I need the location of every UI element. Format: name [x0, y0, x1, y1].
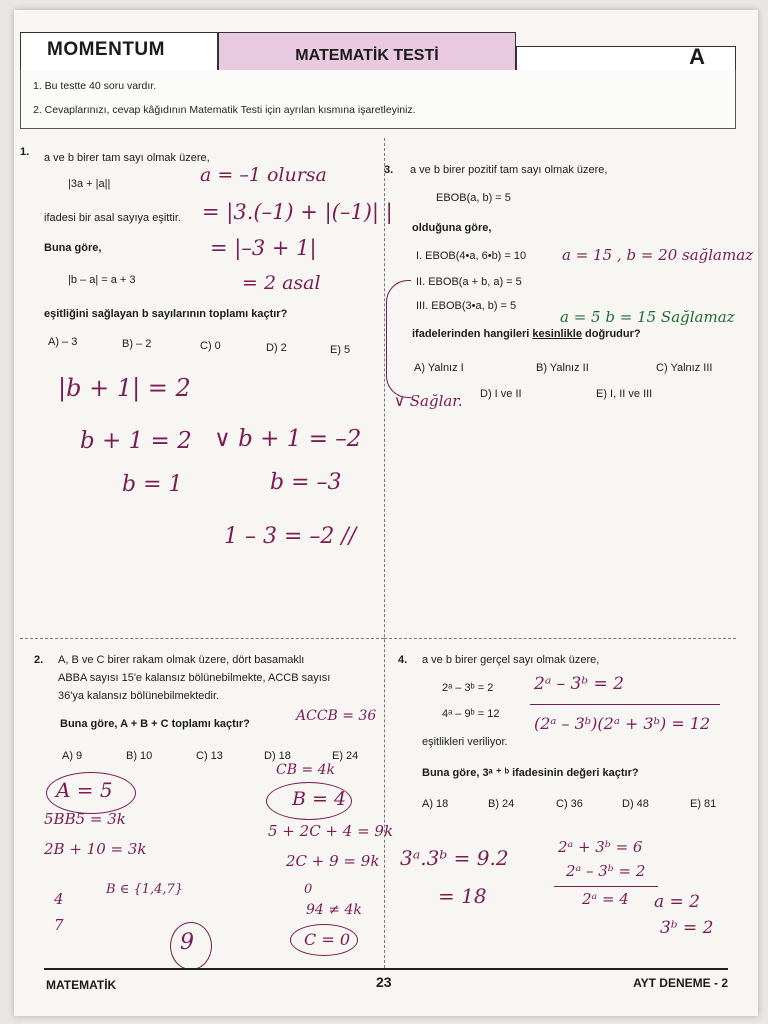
hw-q2-94: 94 ≠ 4k [306, 902, 362, 918]
hw-q4-diff-eq: 2ᵃ – 3ᵇ = 2 [566, 862, 646, 880]
hw-q2-answer: 9 [180, 930, 194, 955]
q3-option-b: B) Yalnız II [536, 362, 589, 374]
q1-prompt: Buna göre, [44, 242, 102, 254]
hw-q4-sum-eq: 2ᵃ + 3ᵇ = 6 [558, 838, 643, 856]
q3-question-post: doğrudur? [581, 328, 641, 340]
hw-q2-c0-circle [290, 924, 358, 956]
q4-option-d: D) 48 [622, 798, 649, 810]
q3-item-2: II. EBOB(a + b, a) = 5 [416, 276, 522, 288]
q3-number: 3. [384, 164, 394, 176]
q3-question-emphasis: kesinlikle [532, 328, 582, 340]
hw-q1-b2: b = –3 [270, 470, 342, 495]
q4-intro: a ve b birer gerçel sayı olmak üzere, [422, 654, 600, 666]
hw-q1-b1: b = 1 [122, 472, 183, 497]
hw-q1-step3: = 2 asal [242, 272, 321, 294]
q1-option-e: E) 5 [330, 344, 351, 356]
instruction-2: 2. Cevaplarınızı, cevap kâğıdının Matematik Testi için ayrılan kısmına işaretleyiniz. [33, 104, 416, 116]
q4-question-pre: Buna göre, 3ᵃ ⁺ ᵇ [422, 767, 513, 779]
hw-q1-abs-eq: |b + 1| = 2 [58, 374, 191, 402]
q2-option-a: A) 9 [62, 750, 83, 762]
q1-line2: ifadesi bir asal sayıya eşittir. [44, 212, 181, 224]
q1-number: 1. [20, 146, 30, 158]
hw-q4-result: = 18 [438, 884, 487, 908]
hw-q2-zero: 0 [304, 882, 313, 897]
hw-q1-case2: ∨ b + 1 = –2 [214, 426, 362, 452]
hw-q1-sum: 1 – 3 = –2 // [224, 524, 357, 549]
q4-option-e: E) 81 [690, 798, 717, 810]
q3-item-1: I. EBOB(4•a, 6•b) = 10 [416, 250, 527, 262]
q3-intro: a ve b birer pozitif tam sayı olmak üzere, [410, 164, 608, 176]
q3-given: EBOB(a, b) = 5 [436, 192, 511, 204]
q2-option-d: D) 18 [264, 750, 291, 762]
q4-option-a: A) 18 [422, 798, 449, 810]
hw-q4-factor: (2ᵃ – 3ᵇ)(2ᵃ + 3ᵇ) = 12 [534, 714, 711, 733]
q2-text-3: 36'ya kalansız bölünebilmektedir. [58, 690, 220, 702]
q3-option-a: A) Yalnız I [414, 362, 464, 374]
brand-box [20, 32, 218, 72]
hw-q4-add-line [554, 886, 658, 887]
q3-item-3: III. EBOB(3•a, b) = 5 [416, 300, 517, 312]
hw-q2-2c9: 2C + 9 = 9k [286, 852, 380, 870]
instruction-1: 1. Bu testte 40 soru vardır. [33, 80, 157, 92]
q2-option-c: C) 13 [196, 750, 223, 762]
row-divider-right [384, 638, 736, 639]
q1-intro: a ve b birer tam sayı olmak üzere, [44, 152, 210, 164]
q1-option-b: B) – 2 [122, 338, 152, 350]
q1-question: eşitliğini sağlayan b sayılarının toplamı kaçtır? [44, 308, 288, 320]
exam-page [14, 10, 758, 1016]
q3-question [412, 328, 641, 340]
q4-option-b: B) 24 [488, 798, 515, 810]
hw-q2-a5-circle [46, 772, 136, 814]
test-title: MATEMATİK TESTİ [295, 47, 439, 64]
hw-q2-b-set: B ∈ {1,4,7} [106, 882, 184, 897]
hw-q2-cb: CB = 4k [276, 762, 336, 778]
booklet-box [516, 46, 736, 72]
instructions-box [20, 70, 736, 129]
q2-question: Buna göre, A + B + C toplamı kaçtır? [60, 718, 250, 730]
row-divider-left [20, 638, 384, 639]
q4-eq-2: 4ᵃ – 9ᵇ = 12 [442, 708, 500, 720]
hw-q1-case1: b + 1 = 2 [80, 428, 192, 454]
hw-q4-underline [530, 704, 720, 705]
q4-number: 4. [398, 654, 408, 666]
hw-q2-b4-circle [266, 782, 352, 820]
q3-question-pre: ifadelerinden hangileri [412, 328, 533, 340]
hw-q3-bracket [386, 280, 411, 398]
q2-text-1: A, B ve C birer rakam olmak üzere, dört basamaklı [58, 654, 305, 666]
hw-q3-sagla: ∨ Sağlar. [394, 392, 463, 410]
q4-option-c: C) 36 [556, 798, 583, 810]
hw-q2-list-7: 7 [54, 916, 64, 934]
hw-q1-assume: a = –1 olursa [200, 164, 327, 186]
page-number: 23 [376, 974, 392, 990]
q4-question [422, 766, 639, 779]
q2-option-e: E) 24 [332, 750, 359, 762]
q3-option-e: E) I, II ve III [596, 388, 653, 400]
q1-option-a: A) – 3 [48, 336, 78, 348]
hw-q2-b4: B = 4 [292, 788, 347, 810]
footer-rule [44, 968, 728, 970]
q4-eq-1: 2ᵃ – 3ᵇ = 2 [442, 682, 494, 694]
hw-q4-product: 3ᵃ.3ᵇ = 9.2 [400, 846, 509, 870]
hw-q1-step1: = |3.(–1) + |(–1)| | [202, 200, 393, 224]
q1-option-c: C) 0 [200, 340, 221, 352]
q2-text-2: ABBA sayısı 15'e kalansız bölünebilmekte, ACCB sayısı [58, 672, 331, 684]
hw-q2-5bb5: 5BB5 = 3k [44, 810, 126, 828]
q1-expression: |3a + |a|| [68, 178, 111, 190]
hw-q2-list-4: 4 [54, 890, 64, 908]
q3-option-d: D) I ve II [480, 388, 522, 400]
hw-q4-3b: 3ᵇ = 2 [660, 918, 714, 938]
booklet-letter: A [689, 44, 705, 69]
title-box [218, 32, 516, 72]
hw-q1-step2: = |–3 + 1| [210, 236, 317, 260]
hw-q3-check2: a = 5 b = 15 Sağlamaz [560, 308, 735, 326]
hw-q4-2a: 2ᵃ = 4 [582, 890, 629, 908]
q3-prompt: olduğuna göre, [412, 222, 492, 234]
hw-q2-c0: C = 0 [304, 930, 350, 949]
q2-option-b: B) 10 [126, 750, 153, 762]
q4-given: eşitlikleri veriliyor. [422, 736, 508, 748]
hw-q2-accb: ACCB = 36 [296, 708, 377, 724]
hw-q2-answer-circle [170, 922, 212, 970]
hw-q2-sum: 5 + 2C + 4 = 9k [268, 822, 394, 840]
footer-exam: AYT DENEME - 2 [633, 976, 728, 990]
hw-q2-2b10: 2B + 10 = 3k [44, 840, 147, 858]
q1-expression-2: |b – a| = a + 3 [68, 274, 136, 286]
hw-q3-check1: a = 15 , b = 20 sağlamaz [562, 246, 754, 264]
hw-q4-a: a = 2 [654, 892, 701, 912]
q4-question-post: ifadesinin değeri kaçtır? [512, 767, 639, 779]
brand-name: MOMENTUM [47, 39, 165, 60]
hw-q2-a5: A = 5 [56, 778, 113, 802]
q3-option-c: C) Yalnız III [656, 362, 713, 374]
hw-q4-eq1: 2ᵃ – 3ᵇ = 2 [534, 674, 624, 694]
q2-number: 2. [34, 654, 44, 666]
q1-option-d: D) 2 [266, 342, 287, 354]
column-divider [384, 138, 385, 968]
footer-subject: MATEMATİK [46, 978, 117, 992]
